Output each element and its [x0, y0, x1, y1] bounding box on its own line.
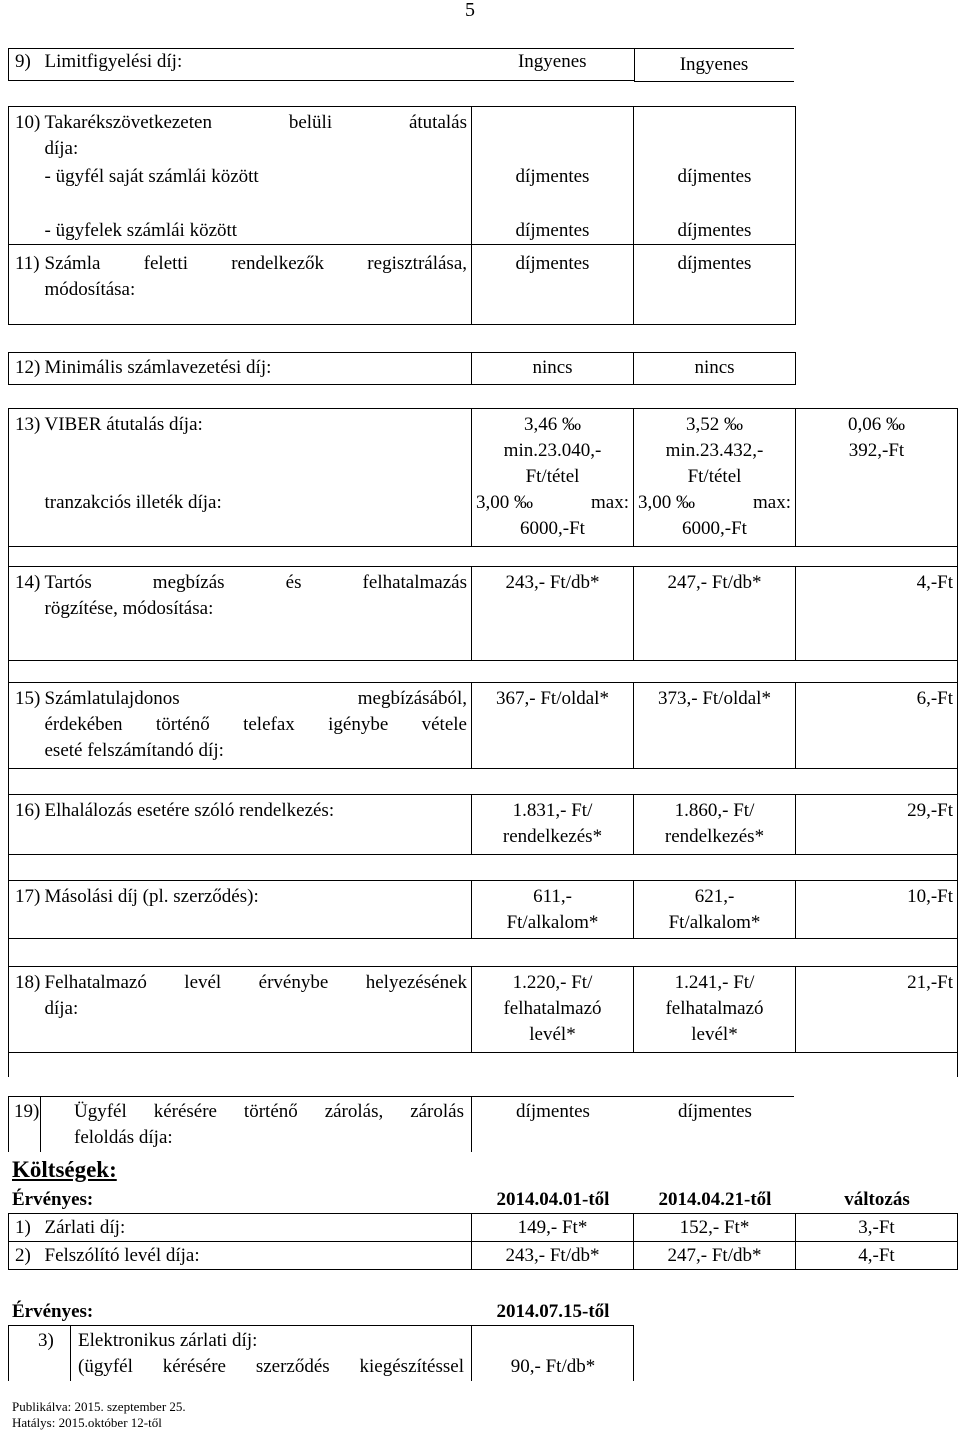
- row-label-line: Elektronikus zárlati díj:: [78, 1330, 258, 1351]
- row-label-line: (ügyfél kérésére szerződés kiegészítéssel: [78, 1356, 464, 1377]
- fee-change: 4,-Ft: [796, 567, 958, 661]
- row-label: Limitfigyelési díj:: [41, 49, 471, 81]
- e-lock-top-rule: [8, 1325, 634, 1326]
- fee-current: 3,00 ‰: [476, 492, 533, 513]
- fee-current: 149,- Ft*: [472, 1214, 634, 1242]
- fee-new: 247,- Ft/db*: [634, 1242, 796, 1270]
- row-number: 1): [9, 1214, 41, 1242]
- valid-from-current: 2014.04.01-től: [496, 1189, 610, 1210]
- row-label-line: Ügyfél kérésére történő zárolás, zárolás: [74, 1101, 464, 1122]
- fee-new: rendelkezés*: [664, 826, 765, 847]
- row-number: 13): [9, 409, 41, 547]
- fee-current: min.23.040,-: [503, 440, 602, 461]
- fee-current: levél*: [529, 1024, 576, 1045]
- fee-current: díjmentes: [515, 166, 590, 187]
- fee-current: díjmentes: [472, 245, 634, 325]
- fee-new: díjmentes: [677, 220, 752, 241]
- fee-current: 243,- Ft/db*: [472, 567, 634, 661]
- fee-change: 10,-Ft: [796, 881, 958, 939]
- row-number: 19): [14, 1101, 40, 1122]
- fee-row-19-left-rule: [8, 1096, 9, 1152]
- sub-item-own-accounts: - ügyfél saját számlái között: [44, 166, 259, 187]
- row-label-line: Takarékszövetkezeten belüli átutalás: [44, 112, 467, 133]
- fee-new: nincs: [634, 353, 796, 385]
- row-number: 10): [9, 107, 41, 245]
- fee-change: 21,-Ft: [796, 967, 958, 1053]
- e-lock-num-rule: [70, 1325, 71, 1381]
- row-label-line: eseté felszámítandó díj:: [44, 740, 224, 761]
- fee-current: 1.831,- Ft/: [512, 800, 593, 821]
- fee-current: 611,-: [533, 886, 572, 907]
- e-lock-left-rule: [8, 1325, 9, 1381]
- row-label-line: Tartós megbízás és felhatalmazás: [44, 572, 467, 593]
- change-header: változás: [844, 1189, 910, 1210]
- row-label-line: Számlatulajdonos megbízásából,: [44, 688, 467, 709]
- fee-new: min.23.432,-: [665, 440, 764, 461]
- row-number: 16): [9, 795, 41, 855]
- valid-from-new: 2014.04.21-től: [658, 1189, 772, 1210]
- row-label-line: Felhatalmazó levél érvénybe helyezésének: [44, 972, 467, 993]
- fee-change: 4,-Ft: [796, 1242, 958, 1270]
- row-number: 14): [9, 567, 41, 661]
- row-label-line: feloldás díja:: [74, 1127, 173, 1148]
- fee-new: 1.860,- Ft/: [674, 800, 755, 821]
- fee-row-10: [8, 106, 796, 325]
- row-label-line: érdekében történő telefax igénybe vétele: [44, 714, 467, 735]
- section-heading-costs: Költségek:: [12, 1157, 117, 1182]
- row-number: 3): [38, 1330, 54, 1351]
- valid-label: Érvényes:: [12, 1301, 94, 1322]
- fee-row-12: [8, 352, 796, 385]
- row-label: Zárlati díj:: [41, 1214, 472, 1242]
- row-label: [41, 107, 472, 245]
- published-date: Publikálva: 2015. szeptember 25.: [12, 1399, 186, 1414]
- fee-change: 29,-Ft: [796, 795, 958, 855]
- fee-current: Ingyenes: [471, 49, 635, 81]
- fee-current: díjmentes: [516, 1101, 590, 1122]
- fee-current: max:: [591, 492, 629, 513]
- row-number: 18): [9, 967, 41, 1053]
- fee-new: levél*: [691, 1024, 738, 1045]
- fee-new: Ingyenes: [634, 48, 794, 82]
- row-label: Felszólító levél díja:: [41, 1242, 472, 1270]
- fee-change: 6,-Ft: [796, 683, 958, 769]
- page-number: 5: [465, 0, 475, 21]
- row-label-line: díja:: [44, 138, 79, 159]
- fee-change: 392,-Ft: [848, 440, 905, 461]
- row-label: Másolási díj (pl. szerződés):: [41, 881, 472, 939]
- fee-new: 373,- Ft/oldal*: [634, 683, 796, 769]
- fee-current: nincs: [472, 353, 634, 385]
- fee-current: Ft/alkalom*: [506, 912, 599, 933]
- fee-change: 0,06 ‰: [848, 414, 905, 435]
- fee-new: 6000,-Ft: [682, 518, 747, 539]
- fee-change: 3,-Ft: [796, 1214, 958, 1242]
- row-label-line: Számla feletti rendelkezők regisztrálása,: [44, 253, 467, 274]
- fee-current: 243,- Ft/db*: [472, 1242, 634, 1270]
- row-label: Elhalálozás esetére szóló rendelkezés:: [41, 795, 472, 855]
- row-label: VIBER átutalás díja:: [44, 414, 203, 435]
- fee-new: 152,- Ft*: [634, 1214, 796, 1242]
- sub-item-client-accounts: - ügyfelek számlái között: [44, 220, 238, 241]
- fee-current: 1.220,- Ft/: [512, 972, 593, 993]
- fee-new: 1.241,- Ft/: [674, 972, 755, 993]
- fee-current: Ft/tétel: [525, 466, 580, 487]
- cost-row: [9, 1214, 958, 1242]
- fee-row-19-top-rule: [8, 1096, 794, 1097]
- fee-current: 367,- Ft/oldal*: [472, 683, 634, 769]
- costs-table: [8, 1213, 958, 1270]
- fee-current: díjmentes: [515, 220, 590, 241]
- fee-new: 3,00 ‰: [638, 492, 695, 513]
- row-label-line: módosítása:: [44, 279, 136, 300]
- fee-new: díjmentes: [634, 245, 796, 325]
- effective-date: Hatálys: 2015.október 12-től: [12, 1415, 162, 1430]
- valid-label: Érvényes:: [12, 1189, 94, 1210]
- row-label: Minimális számlavezetési díj:: [41, 353, 472, 385]
- row-label-line: rögzítése, módosítása:: [44, 598, 214, 619]
- fee-new: felhatalmazó: [665, 998, 764, 1019]
- valid-from: 2014.07.15-től: [496, 1301, 610, 1322]
- fee-row-19-num-rule: [40, 1096, 41, 1152]
- cost-row: [9, 1242, 958, 1270]
- row-number: 9): [9, 49, 41, 81]
- fee-current: 3,46 ‰: [524, 414, 581, 435]
- fee-new: Ft/tétel: [687, 466, 742, 487]
- row-label-line: díja:: [44, 998, 79, 1019]
- fee-row-9: [8, 48, 635, 81]
- fee-new: max:: [753, 492, 791, 513]
- fee-new: Ft/alkalom*: [668, 912, 761, 933]
- fee-new: 247,- Ft/db*: [634, 567, 796, 661]
- fee-current: 90,- Ft/db*: [510, 1356, 596, 1377]
- fee-new: 621,-: [694, 886, 735, 907]
- fee-table-main: [8, 408, 958, 1077]
- row-number: 17): [9, 881, 41, 939]
- row-number: 2): [9, 1242, 41, 1270]
- fee-current: rendelkezés*: [502, 826, 603, 847]
- fee-current: felhatalmazó: [503, 998, 602, 1019]
- fee-current: 6000,-Ft: [520, 518, 585, 539]
- row-number: 15): [9, 683, 41, 769]
- row-label-transaction-levy: tranzakciós illeték díja:: [44, 492, 222, 513]
- row-number: 12): [9, 353, 41, 385]
- fee-new: 3,52 ‰: [686, 414, 743, 435]
- row-number: 11): [9, 245, 41, 325]
- fee-new: díjmentes: [677, 166, 752, 187]
- fee-new: díjmentes: [678, 1101, 752, 1122]
